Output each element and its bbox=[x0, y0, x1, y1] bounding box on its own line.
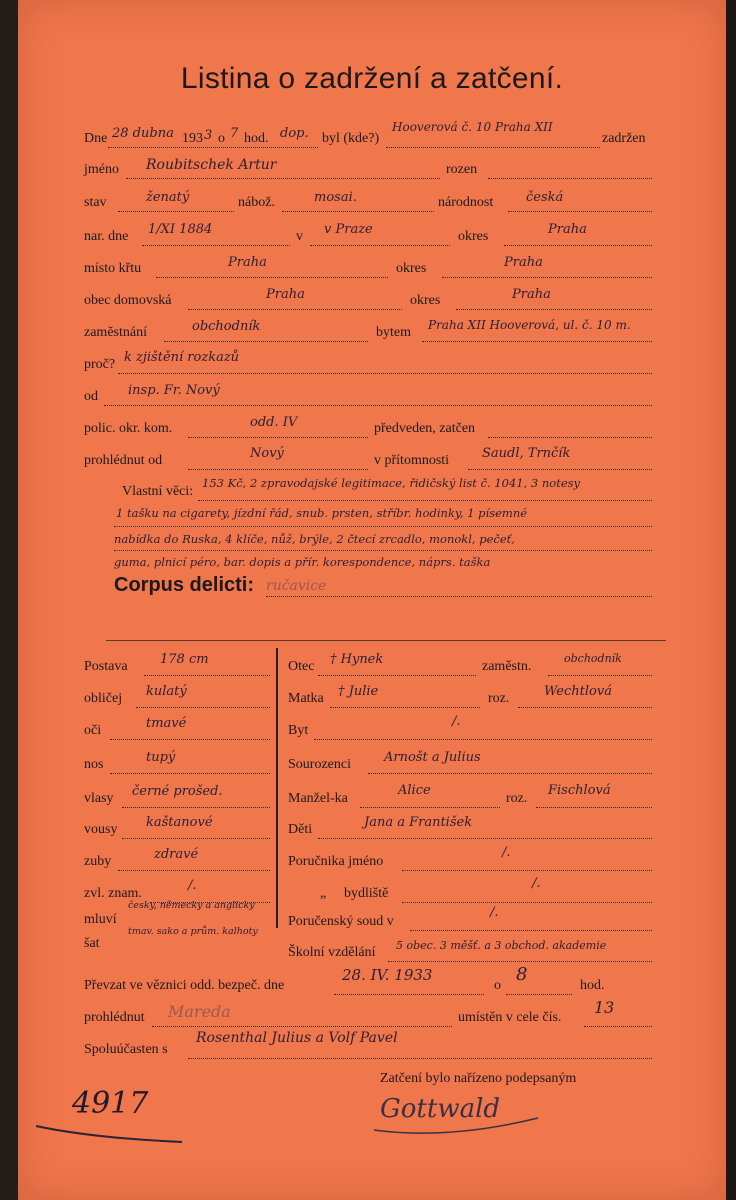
value-prevzat-hod: 8 bbox=[516, 964, 528, 985]
value-vlastni-veci-1: 153 Kč, 2 zpravodajské legitimace, řidičský list č. 1041, 3 notesy bbox=[202, 476, 581, 490]
value-nar-okres: Praha bbox=[548, 222, 587, 237]
line-od bbox=[104, 405, 652, 406]
line-prevzat-dne bbox=[334, 994, 484, 995]
value-zvl-znam: /. bbox=[188, 878, 197, 893]
line-cela bbox=[584, 1026, 652, 1027]
label-stav: stav bbox=[84, 195, 107, 210]
value-skolni: 5 obec. 3 měšť. a 3 obchod. akademie bbox=[396, 939, 607, 952]
label-mluvi: mluví bbox=[84, 912, 117, 927]
value-prevzat-dne: 28. IV. 1933 bbox=[342, 966, 433, 984]
label-bydliste: bydliště bbox=[344, 886, 389, 901]
value-matka: † Julie bbox=[338, 684, 379, 699]
value-name: Roubitschek Artur bbox=[146, 157, 277, 173]
label-byt: Byt bbox=[288, 723, 309, 738]
label-postava: Postava bbox=[84, 659, 128, 674]
value-proc: k zjištění rozkazů bbox=[124, 350, 240, 365]
signature: Gottwald bbox=[380, 1094, 501, 1124]
line-stav bbox=[118, 211, 234, 212]
value-matka-roz: Wechtlová bbox=[544, 684, 612, 699]
label-misto-krtu: místo křtu bbox=[84, 261, 142, 276]
value-narodnost: česká bbox=[526, 190, 564, 205]
line-manzel-roz bbox=[536, 807, 652, 808]
line-oci bbox=[110, 739, 270, 740]
value-oblicej: kulatý bbox=[146, 684, 187, 699]
value-mluvi: česky, německy a anglicky bbox=[128, 900, 255, 911]
label-sourozenci: Sourozenci bbox=[288, 757, 351, 772]
value-vlastni-veci-3: nabídka do Ruska, 4 klíče, nůž, brýle, 2 čtecí zrcadlo, monokl, pečeť, bbox=[114, 532, 515, 546]
line-place bbox=[386, 147, 600, 148]
label-byl: byl (kde?) bbox=[322, 131, 380, 146]
line-polic bbox=[188, 437, 368, 438]
line-v-pritomnosti bbox=[468, 469, 652, 470]
line-nos bbox=[110, 773, 270, 774]
line-nar-dne bbox=[142, 245, 290, 246]
line-obec bbox=[188, 309, 402, 310]
label-prevzat: Převzat ve věznici odd. bezpeč. dne bbox=[84, 978, 285, 993]
label-nar-v: v bbox=[296, 229, 303, 244]
value-vlasy: černé prošed. bbox=[132, 784, 223, 799]
label-prohlednut: prohlédnut bbox=[84, 1010, 145, 1025]
label-zadrzen: zadržen bbox=[602, 131, 646, 146]
label-manzel-roz: roz. bbox=[506, 791, 528, 806]
line-naboz bbox=[282, 211, 434, 212]
label-oblicej: obličej bbox=[84, 691, 123, 706]
value-cela: 13 bbox=[594, 998, 615, 1017]
label-od: od bbox=[84, 389, 98, 404]
scan-edge bbox=[0, 0, 18, 1200]
line-spoluucasten bbox=[188, 1058, 652, 1059]
signature-flourish bbox=[368, 1110, 548, 1140]
label-prohlednut-od: prohlédnut od bbox=[84, 453, 163, 468]
document-title: Listina o zadržení a zatčení. bbox=[180, 62, 564, 95]
value-dop: dop. bbox=[280, 126, 309, 141]
line-postava bbox=[144, 675, 270, 676]
label-matka-roz: roz. bbox=[488, 691, 510, 706]
label-o: o bbox=[218, 131, 225, 146]
value-vlastni-veci-4: guma, plnicí péro, bar. dopis a přír. korespondence, náprs. taška bbox=[114, 555, 491, 569]
label-misto-okres: okres bbox=[396, 261, 427, 276]
line-sourozenci bbox=[368, 773, 652, 774]
label-corpus: Corpus delicti: bbox=[114, 574, 255, 596]
value-otec-zamestn: obchodník bbox=[564, 652, 622, 665]
value-misto-okres: Praha bbox=[504, 255, 543, 270]
line-otec bbox=[318, 675, 476, 676]
line-dne bbox=[108, 147, 318, 148]
line-corpus bbox=[266, 596, 652, 597]
value-manzel: Alice bbox=[398, 783, 431, 798]
value-zamestnani: obchodník bbox=[192, 319, 261, 334]
value-polic: odd. IV bbox=[250, 415, 298, 430]
label-manzel: Manžel-ka bbox=[288, 791, 348, 806]
value-obec: Praha bbox=[266, 287, 305, 302]
line-prohlednut-od bbox=[188, 469, 368, 470]
label-predveden: předveden, zatčen bbox=[374, 421, 476, 436]
line-matka bbox=[330, 707, 480, 708]
label-bytem: bytem bbox=[376, 325, 411, 340]
value-vousy: kaštanové bbox=[146, 815, 213, 830]
label-narizeno: Zatčení bylo nařízeno podepsaným bbox=[380, 1071, 577, 1086]
value-bytem: Praha XII Hooverová, ul. č. 10 m. bbox=[428, 318, 631, 332]
value-zuby: zdravé bbox=[154, 847, 199, 862]
value-porucnika: /. bbox=[502, 845, 511, 860]
line-zuby bbox=[118, 870, 270, 871]
separator-rule bbox=[106, 640, 666, 641]
label-zuby: zuby bbox=[84, 854, 112, 869]
value-prohlednut: Mareda bbox=[168, 1002, 231, 1021]
label-polic: polic. okr. kom. bbox=[84, 421, 173, 436]
label-nos: nos bbox=[84, 757, 104, 772]
line-nar-v bbox=[310, 245, 450, 246]
label-matka: Matka bbox=[288, 691, 324, 706]
value-bydliste: /. bbox=[532, 876, 541, 891]
line-obec-okres bbox=[456, 309, 652, 310]
value-corpus: ručavice bbox=[266, 578, 327, 594]
value-nar-v: v Praze bbox=[324, 222, 373, 237]
label-obec: obec domovská bbox=[84, 293, 172, 308]
value-naboz: mosai. bbox=[314, 190, 357, 205]
line-matka-roz bbox=[518, 707, 652, 708]
label-porucensky: Poručenský soud v bbox=[288, 914, 394, 929]
line-porucensky bbox=[410, 930, 652, 931]
value-otec: † Hynek bbox=[330, 652, 384, 667]
value-vlastni-veci-2: 1 tašku na cigarety, jízdní řád, snub. prsten, stříbr. hodinky, 1 písemné bbox=[116, 506, 528, 520]
label-dne: Dne bbox=[84, 131, 108, 146]
line-porucnika bbox=[402, 870, 652, 871]
label-narodnost: národnost bbox=[438, 195, 494, 210]
file-number: 4917 bbox=[72, 1086, 149, 1121]
line-misto-okres bbox=[442, 277, 652, 278]
value-deti: Jana a František bbox=[364, 815, 473, 830]
line-vlastni-veci-1 bbox=[198, 500, 652, 501]
value-nos: tupý bbox=[146, 750, 176, 765]
label-zvl-znam: zvl. znam. bbox=[84, 886, 142, 901]
line-deti bbox=[318, 838, 652, 839]
label-rozen: rozen bbox=[446, 162, 478, 177]
label-oci: oči bbox=[84, 723, 102, 738]
value-od: insp. Fr. Nový bbox=[128, 383, 220, 398]
column-divider bbox=[276, 648, 278, 928]
line-prohlednut bbox=[152, 1026, 452, 1027]
label-naboz: nábož. bbox=[238, 195, 275, 210]
label-v-pritomnosti: v přítomnosti bbox=[374, 453, 450, 468]
line-rozen bbox=[488, 178, 652, 179]
label-otec: Otec bbox=[288, 659, 315, 674]
label-quote: „ bbox=[320, 886, 327, 901]
label-nar-dne: nar. dne bbox=[84, 229, 129, 244]
value-year-digit: 3 bbox=[204, 128, 213, 143]
value-porucensky: /. bbox=[490, 905, 499, 920]
line-bydliste bbox=[402, 902, 652, 903]
value-spoluucasten: Rosenthal Julius a Volf Pavel bbox=[196, 1030, 398, 1046]
value-byt: /. bbox=[452, 714, 461, 729]
line-bytem bbox=[422, 341, 652, 342]
value-obec-okres: Praha bbox=[512, 287, 551, 302]
line-oblicej bbox=[136, 707, 270, 708]
label-vlastni-veci: Vlastní věci: bbox=[122, 484, 194, 499]
line-jmeno bbox=[126, 178, 440, 179]
line-vlasy bbox=[122, 807, 270, 808]
label-jmeno: jméno bbox=[84, 162, 119, 177]
line-narodnost bbox=[508, 211, 652, 212]
line-predveden bbox=[488, 437, 652, 438]
label-prevzat-hod: hod. bbox=[580, 978, 605, 993]
line-vlastni-veci-3 bbox=[114, 550, 652, 551]
value-stav: ženatý bbox=[146, 190, 190, 205]
label-nar-okres: okres bbox=[458, 229, 489, 244]
label-obec-okres: okres bbox=[410, 293, 441, 308]
label-sat: šat bbox=[84, 936, 100, 951]
label-year: 193 bbox=[182, 131, 203, 146]
label-proc: proč? bbox=[84, 357, 116, 372]
line-zamestnani bbox=[164, 341, 368, 342]
label-hod: hod. bbox=[244, 131, 269, 146]
value-date: 28 dubna bbox=[112, 126, 174, 141]
line-vousy bbox=[122, 838, 270, 839]
label-deti: Děti bbox=[288, 822, 313, 837]
line-manzel bbox=[360, 807, 500, 808]
line-nar-okres bbox=[504, 245, 652, 246]
label-umisten: umístěn v cele čís. bbox=[458, 1010, 562, 1025]
line-byt bbox=[314, 739, 652, 740]
value-sat: tmav. sako a prům. kalhoty bbox=[128, 926, 258, 937]
label-spoluucasten: Spoluúčasten s bbox=[84, 1042, 168, 1057]
value-place: Hooverová č. 10 Praha XII bbox=[392, 120, 553, 134]
line-vlastni-veci-2 bbox=[114, 526, 652, 527]
value-prohlednut-od: Nový bbox=[250, 446, 284, 461]
label-otec-zamestn: zaměstn. bbox=[482, 659, 532, 674]
value-misto-krtu: Praha bbox=[228, 255, 267, 270]
value-postava: 178 cm bbox=[160, 652, 209, 667]
label-vlasy: vlasy bbox=[84, 791, 114, 806]
label-skolni: Školní vzdělání bbox=[288, 945, 376, 960]
line-otec-zamestn bbox=[548, 675, 652, 676]
value-hour: 7 bbox=[230, 126, 239, 141]
label-prevzat-o: o bbox=[494, 978, 501, 993]
value-v-pritomnosti: Saudl, Trnčík bbox=[482, 446, 571, 461]
label-vousy: vousy bbox=[84, 822, 118, 837]
line-prevzat-hod bbox=[506, 994, 572, 995]
document-page bbox=[18, 0, 726, 1200]
line-misto-krtu bbox=[156, 277, 388, 278]
line-skolni bbox=[388, 961, 652, 962]
label-porucnika: Poručnika jméno bbox=[288, 854, 384, 869]
line-proc bbox=[118, 373, 652, 374]
value-oci: tmavé bbox=[146, 716, 187, 731]
number-underline bbox=[32, 1118, 202, 1148]
value-sourozenci: Arnošt a Julius bbox=[384, 750, 481, 765]
value-manzel-roz: Fischlová bbox=[548, 783, 611, 798]
label-zamestnani: zaměstnání bbox=[84, 325, 147, 340]
value-nar-dne: 1/XI 1884 bbox=[148, 222, 213, 237]
